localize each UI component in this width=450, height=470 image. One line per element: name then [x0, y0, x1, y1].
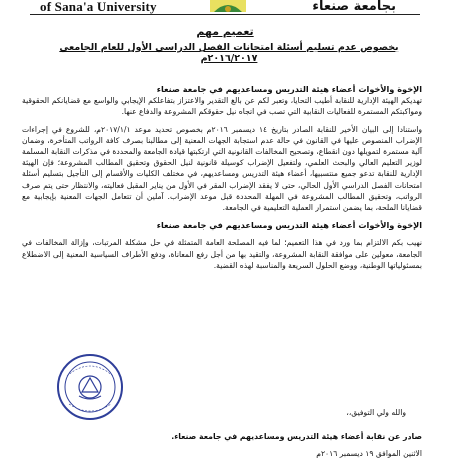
salutation-first: الإخوة والأخوات أعضاء هيئة التدريس ومساعديهم في جامعة صنعاء	[156, 84, 422, 94]
closing-phrase: والله ولي التوفيق،،	[346, 408, 406, 417]
paragraph-main: واستنادا إلى البيان الأخير للنقابة الصادر بتاريخ ١٤ ديسمبر ٢٠١٦م بخصوص تحديد موعد ٢٠١٧/١/١م، للشروع في إجراءات الإضراب المنصوص عليها في القانون في حالة عدم استجابة الجهات المعنية إلى مطالبنا بصرف كافة الرواتب المتأخرة، وضمان آلية مستمرة لتمويلها دون انقطاع، وتصحيح المخالفات القانونية التي ارتكبتها قيادة الجامعة والمحددة في مذكرات النقابة المسلمة لوزير التعليم العالي والبحث العلمي، ولتفعيل الإضراب كوسيلة قانونية لنيل الحقوق وتحقيق المطالب المشروعة؛ فإن الهيئة الإدارية للنقابة تدعو جميع منتسبيها، أعضاء هيئة التدريس ومساعديهم، في مختلف الكليات والأقسام إلى التأجيل بتسليم أسئلة امتحانات الفصل الدراسي الأول الحالي، حتى لا يفقد الإضراب المقر في الأول من يناير المقبل فعاليته، والانتظار حتى يتم صرف الرواتب، وتحقيق المطالب المشروعة في المهلة المحددة قبل موعد الإضراب. آملين أن تتعامل الجهات المعنية بإيجابية مع قضايانا الملحة، بما يضمن استمرار العملية التعليمية في الجامعة.	[22, 124, 423, 213]
issuer-line: صادر عن نقابة أعضاء هيئة التدريس ومساعديهم في جامعة صنعاء.	[171, 432, 422, 441]
paragraph-appeal: نهيب بكم الالتزام بما ورد في هذا التعميم؛ لما فيه المصلحة العامة المتمثلة في حل مشكلة المرتبات، وإزالة المخالفات في الجامعة، معولين على موافقة النقابة المشروعة، والتقيد بها من أجل رفع المعاناة، ودفع الأطراف السياسية المعنية إلى الاضطلاع بمسئولياتها الوطنية، ووضع الحلول السريعة والمناسبة لهذه القضية.	[22, 238, 422, 270]
paragraph-intro: تهديكم الهيئة الإدارية للنقابة أطيب التحايا، وتعبر لكم عن بالغ التقدير والاعتزاز بتفاعلكم الإيجابي والواسع مع قضايانكم الحقوقية ومواكبتكم المستمرة للفعاليات النقابية التي تصب في اتجاه نيل حقوقكم المشروعة والدفاع عنها.	[22, 96, 422, 117]
salutation-second: الإخوة والأخوات أعضاء هيئة التدريس ومساعديهم في جامعة صنعاء	[156, 220, 422, 231]
header-english-text: of Sana'a University	[40, 0, 157, 14]
letter-body	[22, 84, 422, 271]
university-logo	[210, 0, 246, 12]
issue-date: الاثنين الموافق ١٩ ديسمبر ٢٠١٦م	[316, 449, 422, 458]
circular-title: تعميم مهم	[196, 25, 254, 38]
header-divider	[30, 14, 420, 15]
header-arabic-text: بجامعة صنعاء	[312, 0, 396, 14]
union-stamp	[55, 352, 125, 422]
circular-subject: بخصوص عدم تسليم أسئلة امتحانات الفصل الدراسي الأول للعام الجامعي ٢٠١٦/٢٠١٧م	[59, 42, 399, 64]
